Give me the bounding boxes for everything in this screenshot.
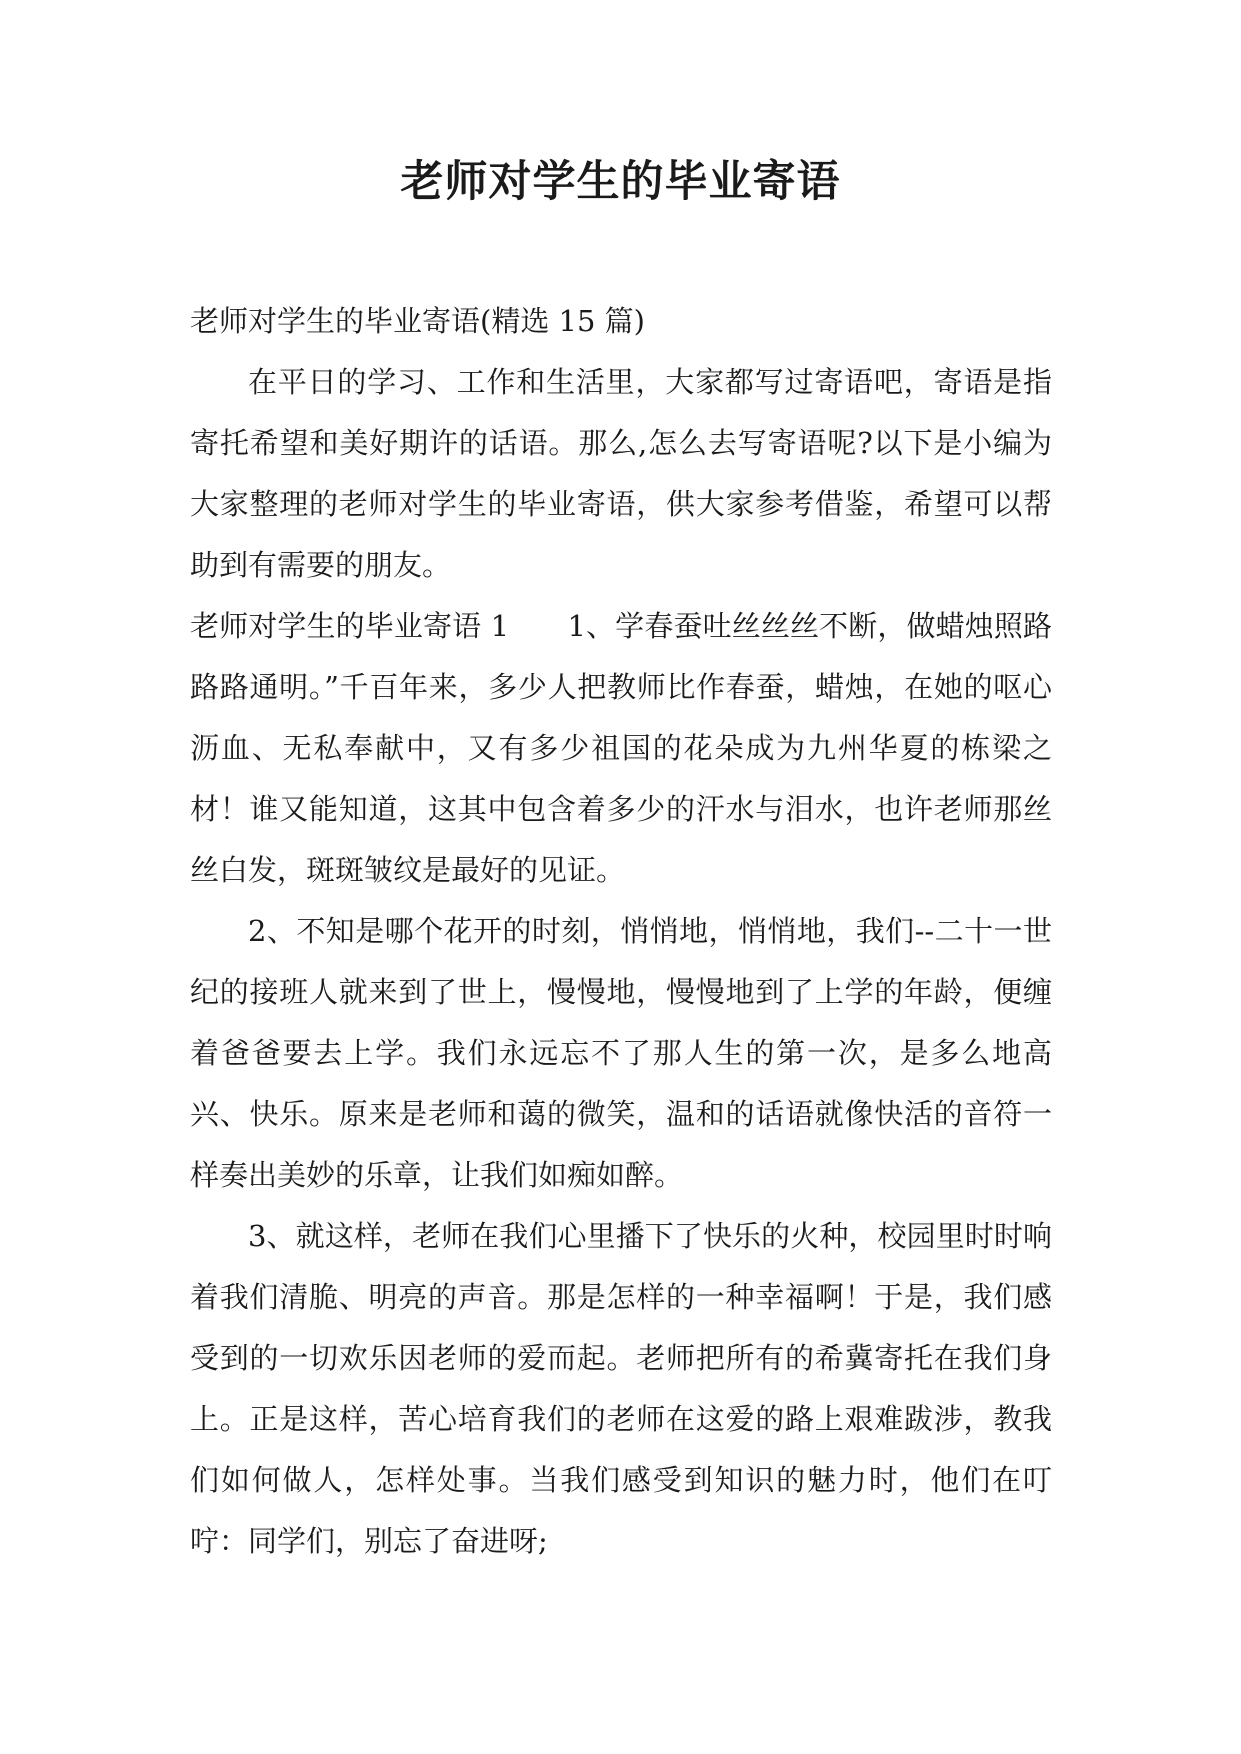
- section-2-paragraph: 2、不知是哪个花开的时刻，悄悄地，悄悄地，我们--二十一世纪的接班人就来到了世上，慢慢地，慢慢地到了上学的年龄，便缠着爸爸要去上学。我们永远忘不了那人生的第一次，是多么地高兴、快乐。原来是老师和蔼的微笑，温和的话语就像快活的音符一样奏出美妙的乐章，让我们如痴如醉。: [190, 914, 1052, 1192]
- document-title: 老师对学生的毕业寄语: [400, 157, 841, 207]
- document-body: [190, 291, 1052, 1572]
- section-3-paragraph: 3、就这样，老师在我们心里播下了快乐的火种，校园里时时响着我们清脆、明亮的声音。那是怎样的一种幸福啊！于是，我们感受到的一切欢乐因老师的爱而起。老师把所有的希冀寄托在我们身上。正是这样，苦心培育我们的老师在这爱的路上艰难跋涉，教我们如何做人，怎样处事。当我们感受到知识的魅力时，他们在叮咛：同学们，别忘了奋进呀;: [190, 1219, 1052, 1558]
- intro-paragraph: 在平日的学习、工作和生活里，大家都写过寄语吧，寄语是指寄托希望和美好期许的话语。那么,怎么去写寄语呢?以下是小编为大家整理的老师对学生的毕业寄语，供大家参考借鉴，希望可以帮助到有需要的朋友。: [190, 365, 1052, 582]
- section-1-paragraph: 老师对学生的毕业寄语 1 1、学春蚕吐丝丝丝不断，做蜡烛照路路路通明。”千百年来，多少人把教师比作春蚕，蜡烛，在她的呕心沥血、无私奉献中，又有多少祖国的花朵成为九州华夏的栋梁之材！谁又能知道，这其中包含着多少的汗水与泪水，也许老师那丝丝白发，斑斑皱纹是最好的见证。: [190, 609, 1052, 887]
- subtitle-paragraph: 老师对学生的毕业寄语(精选 15 篇): [190, 304, 645, 338]
